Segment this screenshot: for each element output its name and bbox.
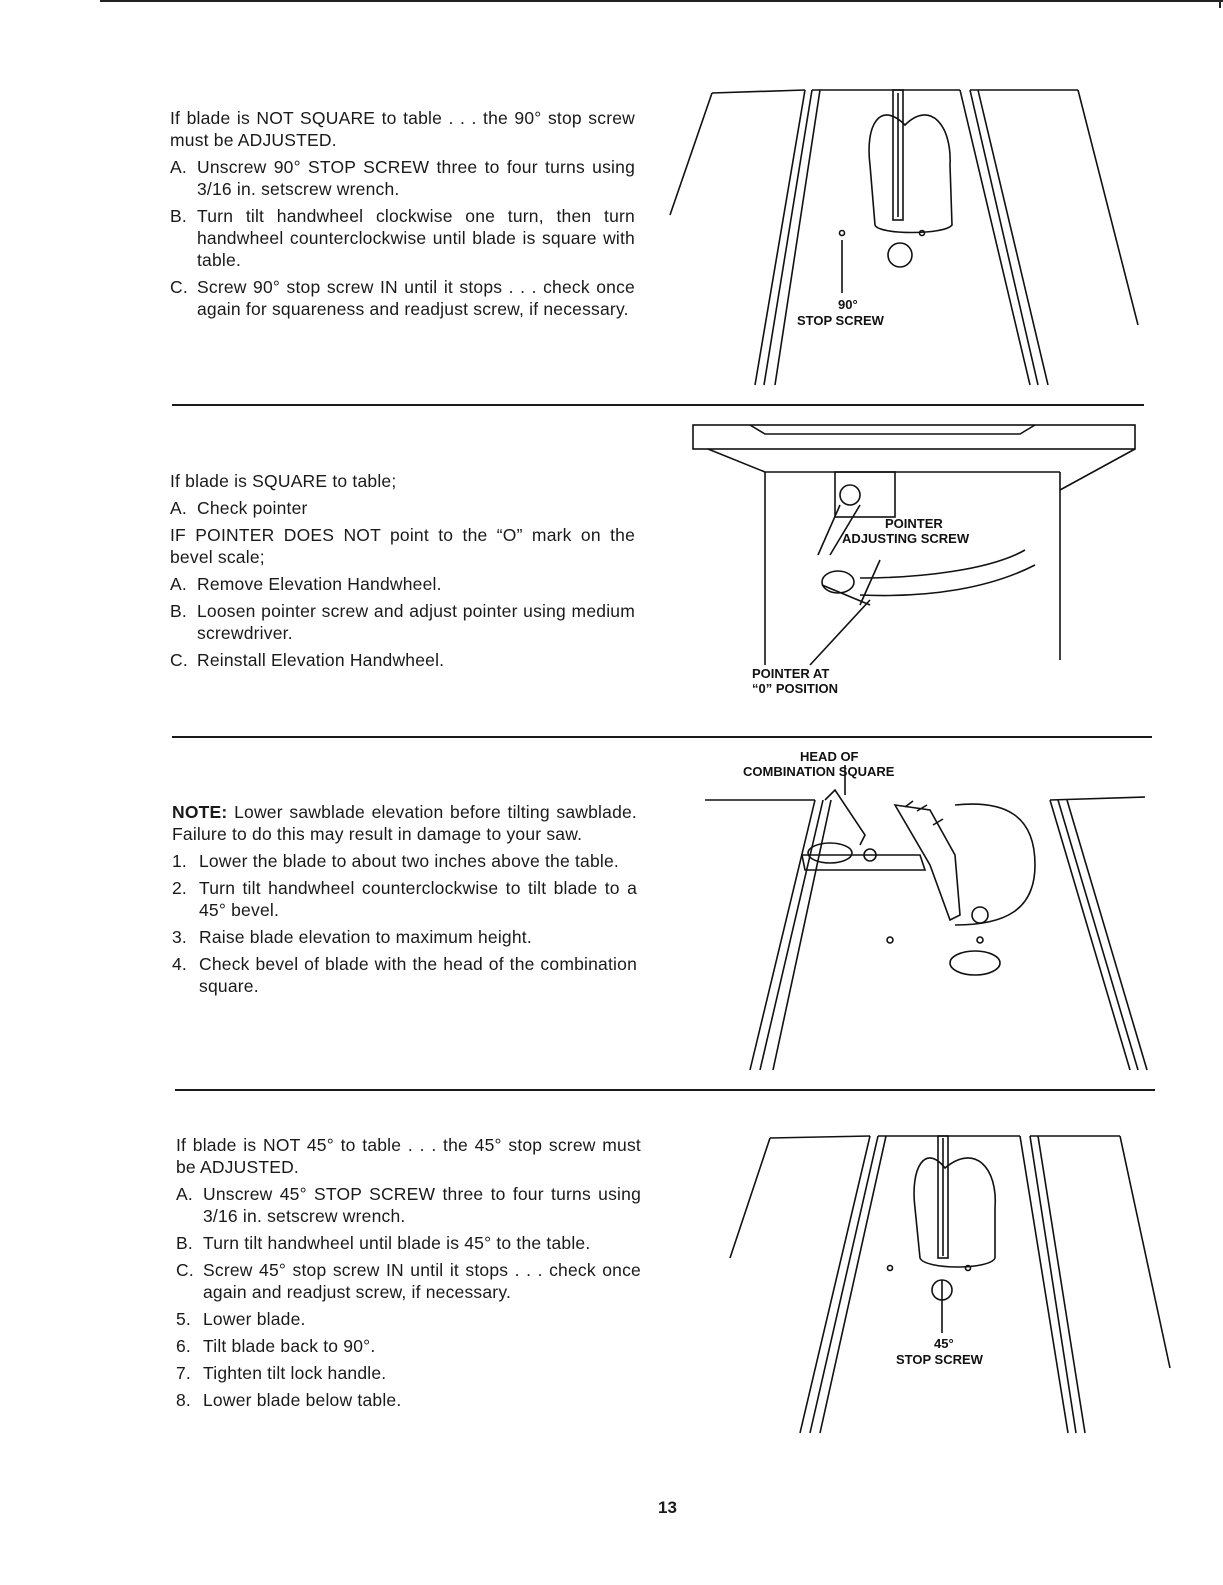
figure-pointer xyxy=(690,420,1140,700)
figure-45-stop-screw xyxy=(720,1128,1180,1438)
figure-3-label-line1: HEAD OF xyxy=(800,749,859,764)
note-text: Lower sawblade elevation before tilting sawblade. Failure to do this may result in damage to your saw. xyxy=(172,802,637,844)
section-3-step-4: 4. Check bevel of blade with the head of the combination square. xyxy=(172,954,637,996)
top-rule xyxy=(100,0,1223,2)
section-4-step-c: C. Screw 45° stop screw IN until it stops . . . check once again and readjust screw, if necessary. xyxy=(176,1260,641,1302)
section-2-text xyxy=(170,470,635,676)
page-number: 13 xyxy=(658,1498,677,1517)
section-4-step-5: 5. Lower blade. xyxy=(176,1309,306,1329)
section-2-condition: IF POINTER DOES NOT point to the “O” mark on the bevel scale; xyxy=(170,525,635,567)
section-3-step-3: 3. Raise blade elevation to maximum height. xyxy=(172,927,532,947)
figure-2-label-a2: ADJUSTING SCREW xyxy=(842,531,970,546)
figure-3-label-line2: COMBINATION SQUARE xyxy=(743,764,895,779)
section-4-text xyxy=(176,1134,641,1416)
section-4-step-a: A. Unscrew 45° STOP SCREW three to four turns using 3/16 in. setscrew wrench. xyxy=(176,1184,641,1226)
section-4-step-6: 6. Tilt blade back to 90°. xyxy=(176,1336,376,1356)
section-4-step-8: 8. Lower blade below table. xyxy=(176,1390,402,1410)
figure-combination-square xyxy=(705,745,1150,1075)
section-2-step-c: C. Reinstall Elevation Handwheel. xyxy=(170,650,445,670)
section-3-step-1: 1. Lower the blade to about two inches above the table. xyxy=(172,851,619,871)
figure-2-label-b2: “0” POSITION xyxy=(752,681,838,696)
section-2-intro: If blade is SQUARE to table; xyxy=(170,471,397,491)
figure-90-stop-screw xyxy=(660,85,1140,390)
section-3-step-2: 2. Turn tilt handwheel counterclockwise to tilt blade to a 45° bevel. xyxy=(172,878,637,920)
note-label: NOTE: xyxy=(172,802,228,822)
section-1-intro: If blade is NOT SQUARE to table . . . the 90° stop screw must be ADJUSTED. xyxy=(170,108,635,150)
section-2-check: A. Check pointer xyxy=(170,498,308,518)
figure-4-label-line2: STOP SCREW xyxy=(896,1352,983,1367)
section-2-step-b: B. Loosen pointer screw and adjust pointer using medium screwdriver. xyxy=(170,601,635,643)
section-1-step-a: A. Unscrew 90° STOP SCREW three to four turns using 3/16 in. setscrew wrench. xyxy=(170,157,635,199)
section-4-step-7: 7. Tighten tilt lock handle. xyxy=(176,1363,387,1383)
section-divider-2 xyxy=(172,736,1152,738)
section-divider-3 xyxy=(175,1089,1155,1091)
figure-2-label-b1: POINTER AT xyxy=(752,666,830,681)
section-1-text xyxy=(170,107,635,325)
top-rule-end xyxy=(1219,0,1221,8)
section-1-step-c: C. Screw 90° stop screw IN until it stops . . . check once again for squareness and readjust screw, if necessary. xyxy=(170,277,635,319)
figure-2-label-a1: POINTER xyxy=(885,516,943,531)
figure-1-label-line1: 90° xyxy=(838,297,858,312)
section-4-intro: If blade is NOT 45° to table . . . the 45° stop screw must be ADJUSTED. xyxy=(176,1135,641,1177)
section-3-note xyxy=(172,801,637,845)
figure-1-label-line2: STOP SCREW xyxy=(797,313,884,328)
section-1-step-b: B. Turn tilt handwheel clockwise one turn, then turn handwheel counterclockwise until blade is square with table. xyxy=(170,206,635,270)
section-4-step-b: B. Turn tilt handwheel until blade is 45° to the table. xyxy=(176,1233,591,1253)
section-3-text xyxy=(172,801,637,1002)
section-2-step-a: A. Remove Elevation Handwheel. xyxy=(170,574,442,594)
section-divider-1 xyxy=(172,404,1144,406)
figure-4-label-line1: 45° xyxy=(934,1336,954,1351)
